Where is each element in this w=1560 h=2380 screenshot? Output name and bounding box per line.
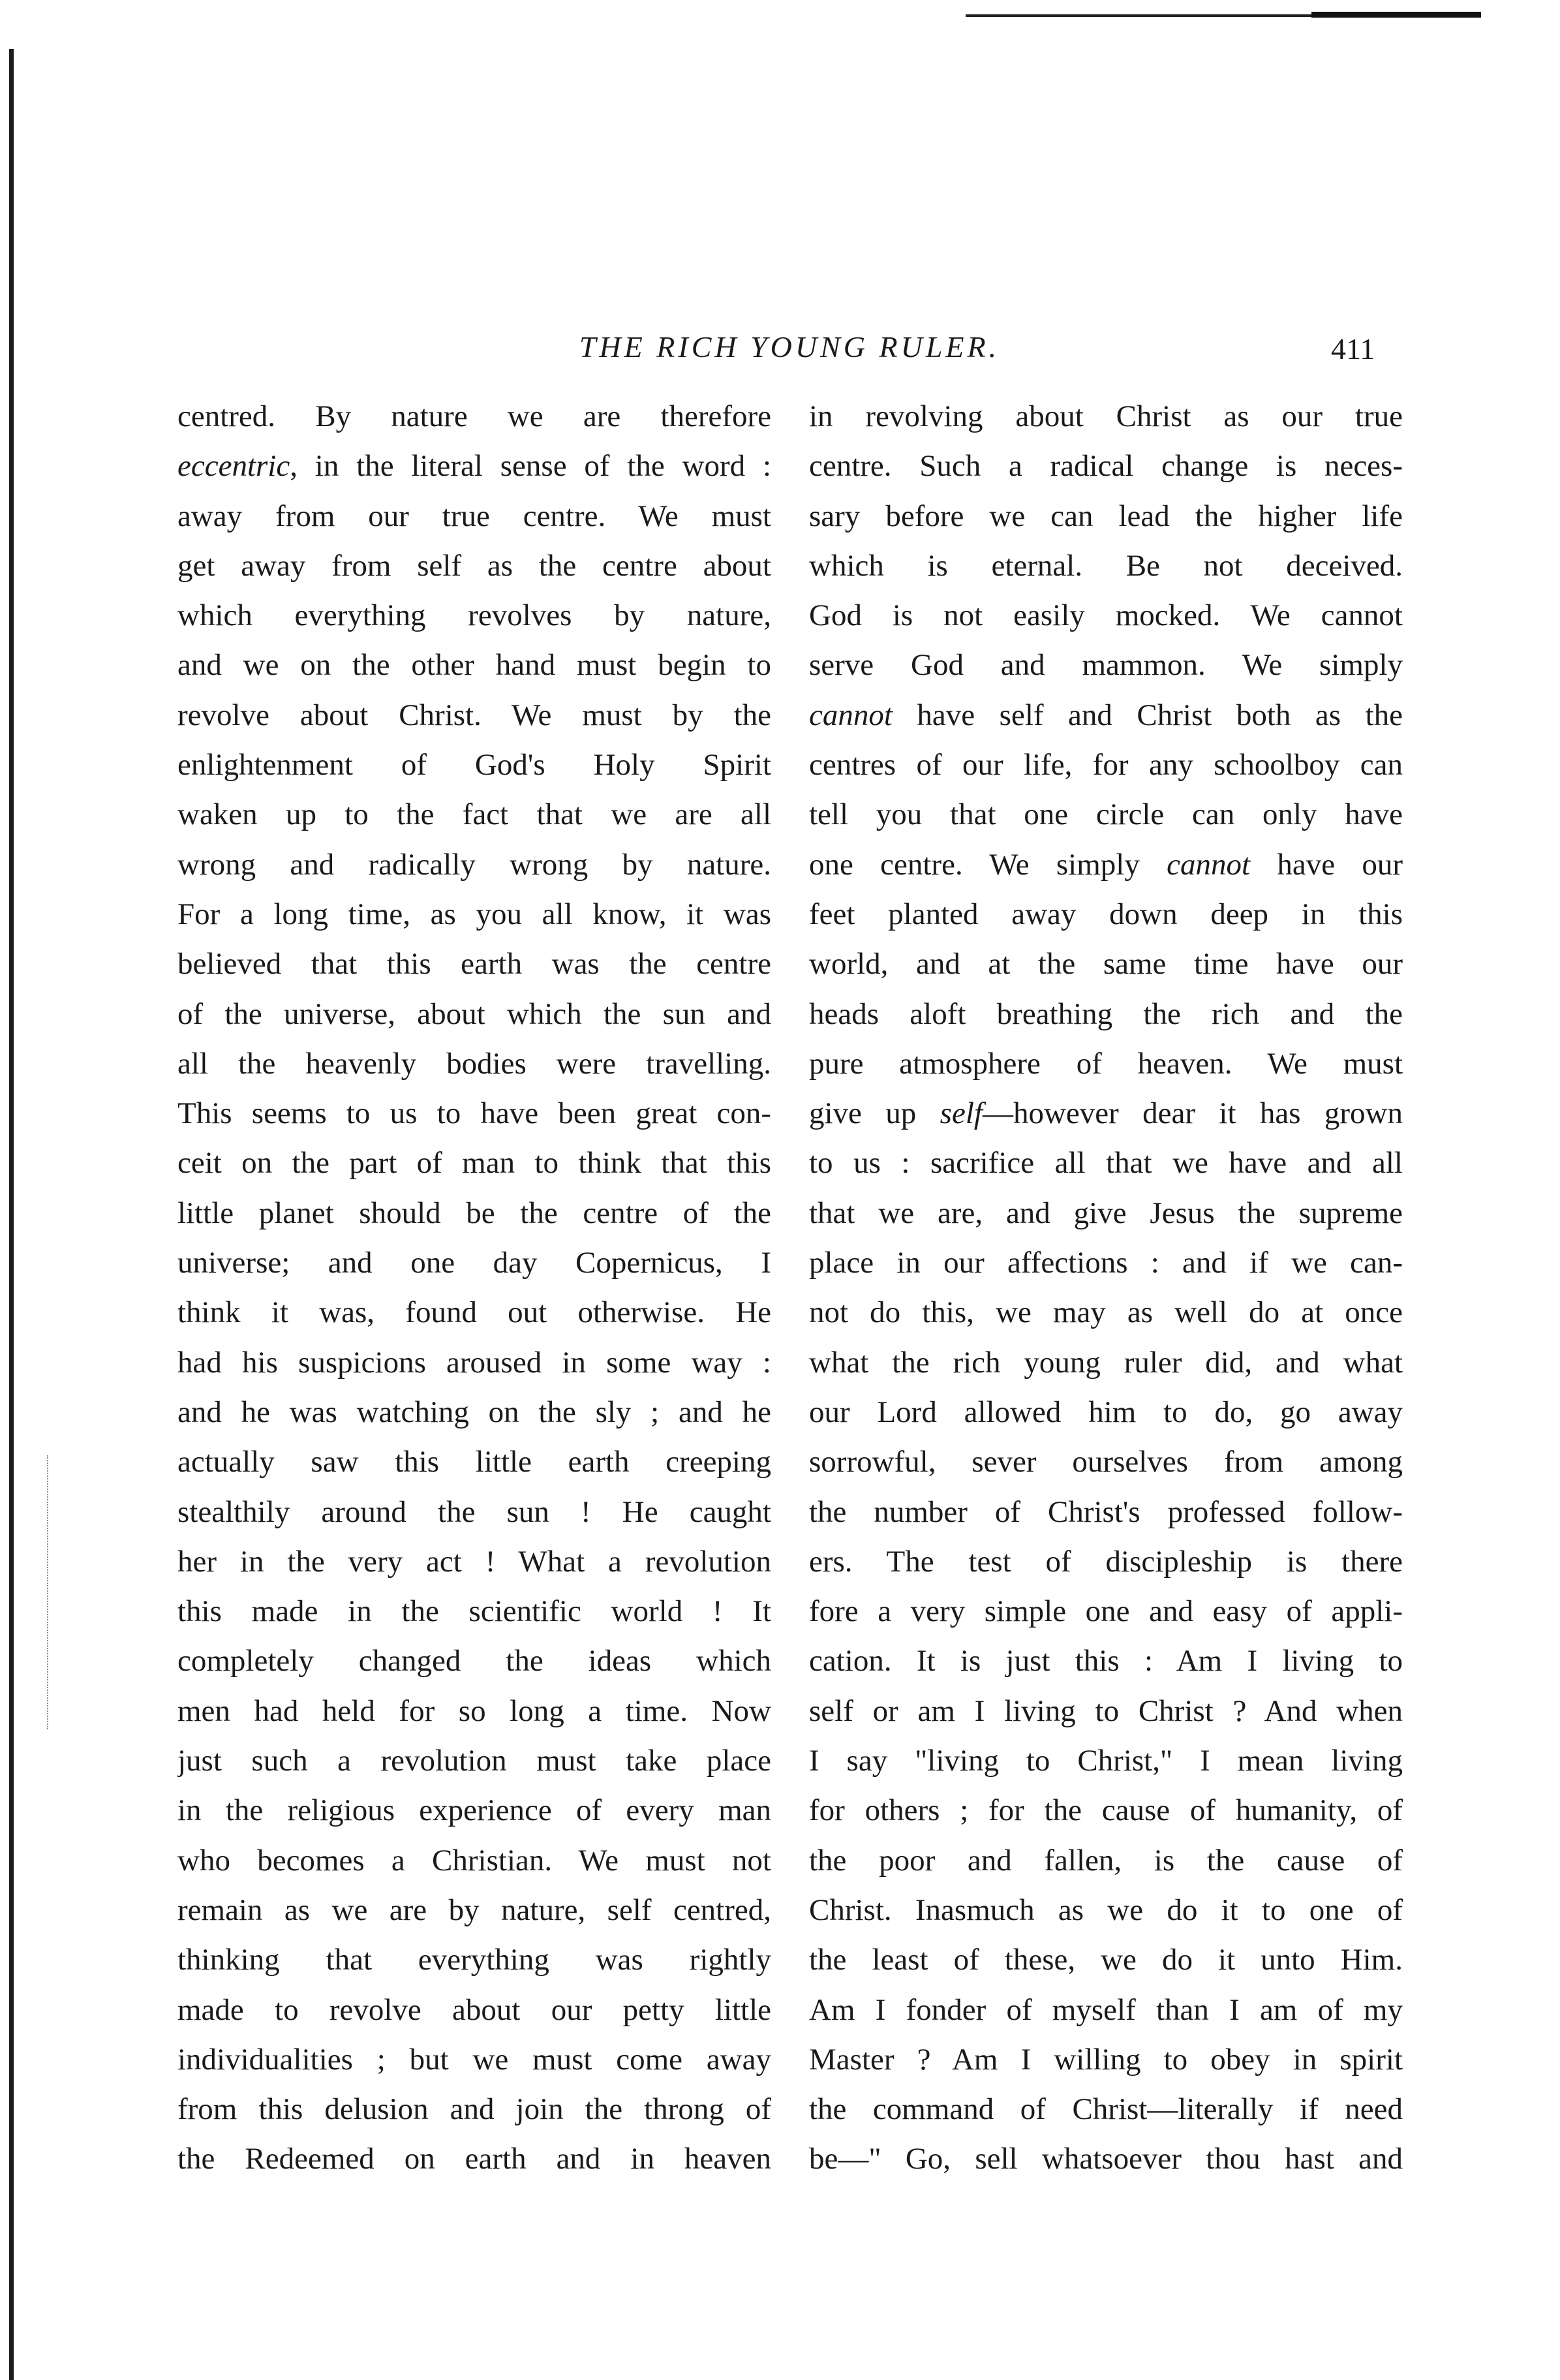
text-line: what the rich young ruler did, and what (809, 1345, 1403, 1380)
top-rule-thick (1311, 12, 1481, 18)
text-line: Christ. Inasmuch as we do it to one of (809, 1893, 1403, 1927)
text-line: away from our true centre. We must (177, 499, 771, 533)
text-line: For a long time, as you all know, it was (177, 897, 771, 931)
text-line: actually saw this little earth creeping (177, 1445, 771, 1479)
text-line: of the universe, about which the sun and (177, 997, 771, 1031)
text-line: her in the very act ! What a revolution (177, 1544, 771, 1579)
text-line: made to revolve about our petty little (177, 1992, 771, 2027)
text-line: give up self—however dear it has grown (809, 1096, 1403, 1131)
text-line: ers. The test of discipleship is there (809, 1544, 1403, 1579)
text-line: centre. Such a radical change is neces- (809, 449, 1403, 484)
text-line: had his suspicions aroused in some way : (177, 1345, 771, 1380)
text-line: tell you that one circle can only have (809, 797, 1403, 832)
text-line: place in our affections : and if we can- (809, 1246, 1403, 1280)
text-line: and we on the other hand must begin to (177, 648, 771, 683)
text-line: from this delusion and join the throng of (177, 2092, 771, 2127)
text-line: get away from self as the centre about (177, 548, 771, 583)
text-line: serve God and mammon. We simply (809, 648, 1403, 683)
text-line: feet planted away down deep in this (809, 897, 1403, 931)
text-line: the number of Christ's professed follow- (809, 1494, 1403, 1529)
text-line: eccentric, in the literal sense of the word : (177, 449, 771, 484)
text-line: sorrowful, sever ourselves from among (809, 1445, 1403, 1479)
text-line: this made in the scientific world ! It (177, 1594, 771, 1629)
text-line: enlightenment of God's Holy Spirit (177, 748, 771, 782)
text-line: just such a revolution must take place (177, 1744, 771, 1778)
text-line: individualities ; but we must come away (177, 2042, 771, 2077)
text-line: heads aloft breathing the rich and the (809, 997, 1403, 1031)
text-line: the least of these, we do it unto Him. (809, 1943, 1403, 1977)
text-line: ceit on the part of man to think that this (177, 1146, 771, 1181)
text-line: centred. By nature we are therefore (177, 399, 771, 433)
text-line: Master ? Am I willing to obey in spirit (809, 2042, 1403, 2077)
text-line: universe; and one day Copernicus, I (177, 1246, 771, 1280)
page-edge-shadow (9, 49, 14, 2380)
text-line: be—" Go, sell whatsoever thou hast and (809, 2142, 1403, 2176)
text-line: the Redeemed on earth and in heaven (177, 2142, 771, 2176)
text-line: remain as we are by nature, self centred, (177, 1893, 771, 1927)
text-line: in revolving about Christ as our true (809, 399, 1403, 433)
text-line: waken up to the fact that we are all (177, 797, 771, 832)
text-line: not do this, we may as well do at once (809, 1295, 1403, 1330)
text-line: little planet should be the centre of the (177, 1196, 771, 1230)
text-line: our Lord allowed him to do, go away (809, 1395, 1403, 1429)
text-line: who becomes a Christian. We must not (177, 1843, 771, 1878)
text-line: which everything revolves by nature, (177, 598, 771, 633)
text-line: think it was, found out otherwise. He (177, 1295, 771, 1330)
text-line: centres of our life, for any schoolboy can (809, 748, 1403, 782)
text-line: Am I fonder of myself than I am of my (809, 1992, 1403, 2027)
text-line: revolve about Christ. We must by the (177, 698, 771, 732)
text-line: one centre. We simply cannot have our (809, 847, 1403, 882)
text-line: and he was watching on the sly ; and he (177, 1395, 771, 1429)
text-line: believed that this earth was the centre (177, 947, 771, 981)
text-line: to us : sacrifice all that we have and all (809, 1146, 1403, 1181)
text-line: God is not easily mocked. We cannot (809, 598, 1403, 633)
text-line: which is eternal. Be not deceived. (809, 548, 1403, 583)
text-line: that we are, and give Jesus the supreme (809, 1196, 1403, 1230)
binding-marks (47, 1455, 48, 1729)
text-line: men had held for so long a time. Now (177, 1693, 771, 1728)
text-column-right (809, 392, 1403, 2184)
text-line: cation. It is just this : Am I living to (809, 1644, 1403, 1678)
text-line: This seems to us to have been great con- (177, 1096, 771, 1131)
text-column-left (177, 392, 771, 2184)
text-line: the command of Christ—literally if need (809, 2092, 1403, 2127)
text-line: pure atmosphere of heaven. We must (809, 1046, 1403, 1081)
text-line: wrong and radically wrong by nature. (177, 847, 771, 882)
text-line: the poor and fallen, is the cause of (809, 1843, 1403, 1878)
text-line: fore a very simple one and easy of appli- (809, 1594, 1403, 1629)
running-head: THE RICH YOUNG RULER. (579, 330, 1000, 363)
text-line: stealthily around the sun ! He caught (177, 1494, 771, 1529)
page-number: 411 (1331, 332, 1375, 365)
text-line: cannot have self and Christ both as the (809, 698, 1403, 732)
text-line: world, and at the same time have our (809, 947, 1403, 981)
text-line: for others ; for the cause of humanity, of (809, 1793, 1403, 1828)
text-line: thinking that everything was rightly (177, 1943, 771, 1977)
text-line: in the religious experience of every man (177, 1793, 771, 1828)
text-line: sary before we can lead the higher life (809, 499, 1403, 533)
text-line: completely changed the ideas which (177, 1644, 771, 1678)
text-line: I say "living to Christ," I mean living (809, 1744, 1403, 1778)
text-line: all the heavenly bodies were travelling. (177, 1046, 771, 1081)
text-line: self or am I living to Christ ? And when (809, 1693, 1403, 1728)
